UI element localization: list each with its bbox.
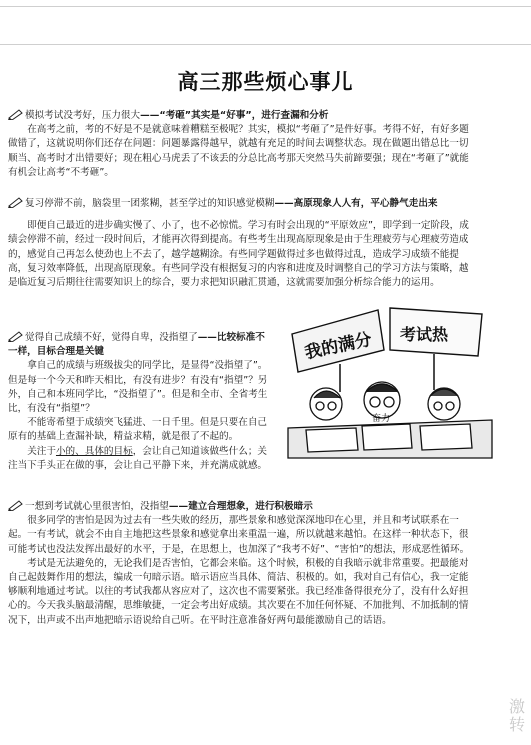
section-1-subtitle: ——“考砸”其实是“好事”，进行查漏和分析 (140, 110, 329, 121)
section-3-lead: 觉得自己成绩不好，觉得自卑，没指望了 (25, 332, 198, 343)
section-4-lead: 一想到考试就心里很害怕，没指望 (25, 501, 169, 512)
section-3-paragraph-3: 关注于小的、具体的目标，会让自己知道该做些什么；关注当下手头正在做的事，会让自己平静下来，并充满成就感。 (8, 445, 268, 471)
pencil-icon (8, 108, 24, 120)
pencil-icon (8, 330, 24, 342)
sign-right-text: 考试热 (400, 325, 449, 344)
watermark (509, 698, 525, 734)
header-rule (0, 44, 531, 45)
underlined-phrase: 小的、具体的目标 (55, 445, 133, 457)
section-2 (8, 196, 472, 290)
pencil-icon (8, 196, 24, 208)
sign-left-text: 我的满分 (303, 329, 374, 364)
section-1-lead: 模拟考试没考好，压力很大 (25, 110, 141, 121)
section-1-heading (8, 108, 472, 123)
section-2-lead: 复习停滞不前，脑袋里一团浆糊，甚至学过的知识感觉模糊 (25, 198, 275, 209)
section-3-paragraph-2: 不能寄希望于成绩突飞猛进、一日千里。但是只要在自己原有的基础上查漏补缺，精益求精，就是很了不起的。 (8, 417, 268, 443)
section-4-heading (8, 499, 472, 514)
section-3-paragraph-1: 拿自己的成绩与班级拔尖的同学比，是显得“没指望了”。但是每一个今天和昨天相比，有没有进步？有没有“指望”？另外，自己和本班同学比，“没指望了”。但是和全市、全省考生比，有没有“指望”？ (8, 360, 268, 415)
section-4-subtitle: ——建立合理想象，进行积极暗示 (168, 501, 313, 512)
section-4-paragraph-2: 考试是无法避免的，无论我们是否害怕，它都会来临。这个时候，积极的自我暗示就非常重要。把最能对自己起鼓舞作用的想法，编成一句暗示语。暗示语应当具体、简洁、积极的。如，我对自己有信心，我一定能够顺利地通过考试。以往的考试我都从容应对了，这次也不需要紧张。我已经准备得很充分了，没有什么好担心的。今天我头脑最清醒，思维敏捷，一定会考出好成绩。其次要在不加任何怀疑、不加批判、不加抵制的情况下，出声或不出声地把暗示语说给自己听。在平时注意准备好两句最能激励自己的话语。 (8, 557, 469, 626)
section-2-subtitle: ——高原现象人人有，平心静气走出来 (274, 198, 438, 209)
pencil-icon (8, 499, 24, 511)
section-3 (8, 330, 270, 473)
section-1-paragraph: 在高考之前，考的不好是不是就意味着糟糕至极呢？其实，模拟“考砸了”是件好事。考得不好，有好多题做错了，这就说明你们还存在问题：问题暴露得越早，就越有充足的时间去调整状态。现在做题出错总比一切顺当、高考时才出错要好；现在粗心马虎丢了不该丢的分总比高考那天突然马失前蹄要强；现在“考砸了”就能有机会让高考“不考砸”。 (8, 124, 469, 178)
section-4-paragraph-1: 很多同学的害怕是因为过去有一些失败的经历，那些景象和感觉深深地印在心里，并且和考试联系在一起。一有考试，就会不由自主地把这些景象和感觉拿出来重温一遍，所以就越来越怕。在这样一种状态下，很可能考试也没法发挥出最好的水平，于是，在思想上，也加深了“我考不好”、“害怕”的想法，形成恶性循环。 (8, 515, 470, 555)
exam-illustration (286, 300, 494, 460)
section-2-paragraph: 即便自己最近的进步确实慢了、小了，也不必惊慌。学习有时会出现的“平原效应”，即学到一定阶段，成绩会停滞不前，经过一段时间后，才能再次得到提高。有些考生出现高原现象是由于生理疲劳与心理疲劳造成的，感觉自己再怎么使劲也上不去了，越学越糊涂。有些同学题做得过多也做得过乱，造成学习成绩不能提高，复习效率降低，出现高原现象。有些同学没有根据复习的内容和进度及时调整自己的学习方法与策略，越是临近复习后期往往需要知识上的综合，要力求把知识融汇贯通，这就需要加强分析综合能力的运用。 (8, 220, 469, 289)
section-4 (8, 499, 472, 628)
watermark-line-1: 激 (508, 697, 525, 716)
section-1 (8, 108, 472, 180)
section-2-heading (8, 196, 472, 211)
page-title: 高三那些烦心事儿 (177, 70, 354, 94)
desk-label: 奋力 (372, 414, 391, 424)
watermark-line-2: 转 (508, 715, 525, 734)
section-3-subtitle: ——比较标准不一样，目标合理是关键 (8, 332, 265, 358)
section-3-heading (8, 330, 270, 359)
top-rule (0, 6, 531, 7)
